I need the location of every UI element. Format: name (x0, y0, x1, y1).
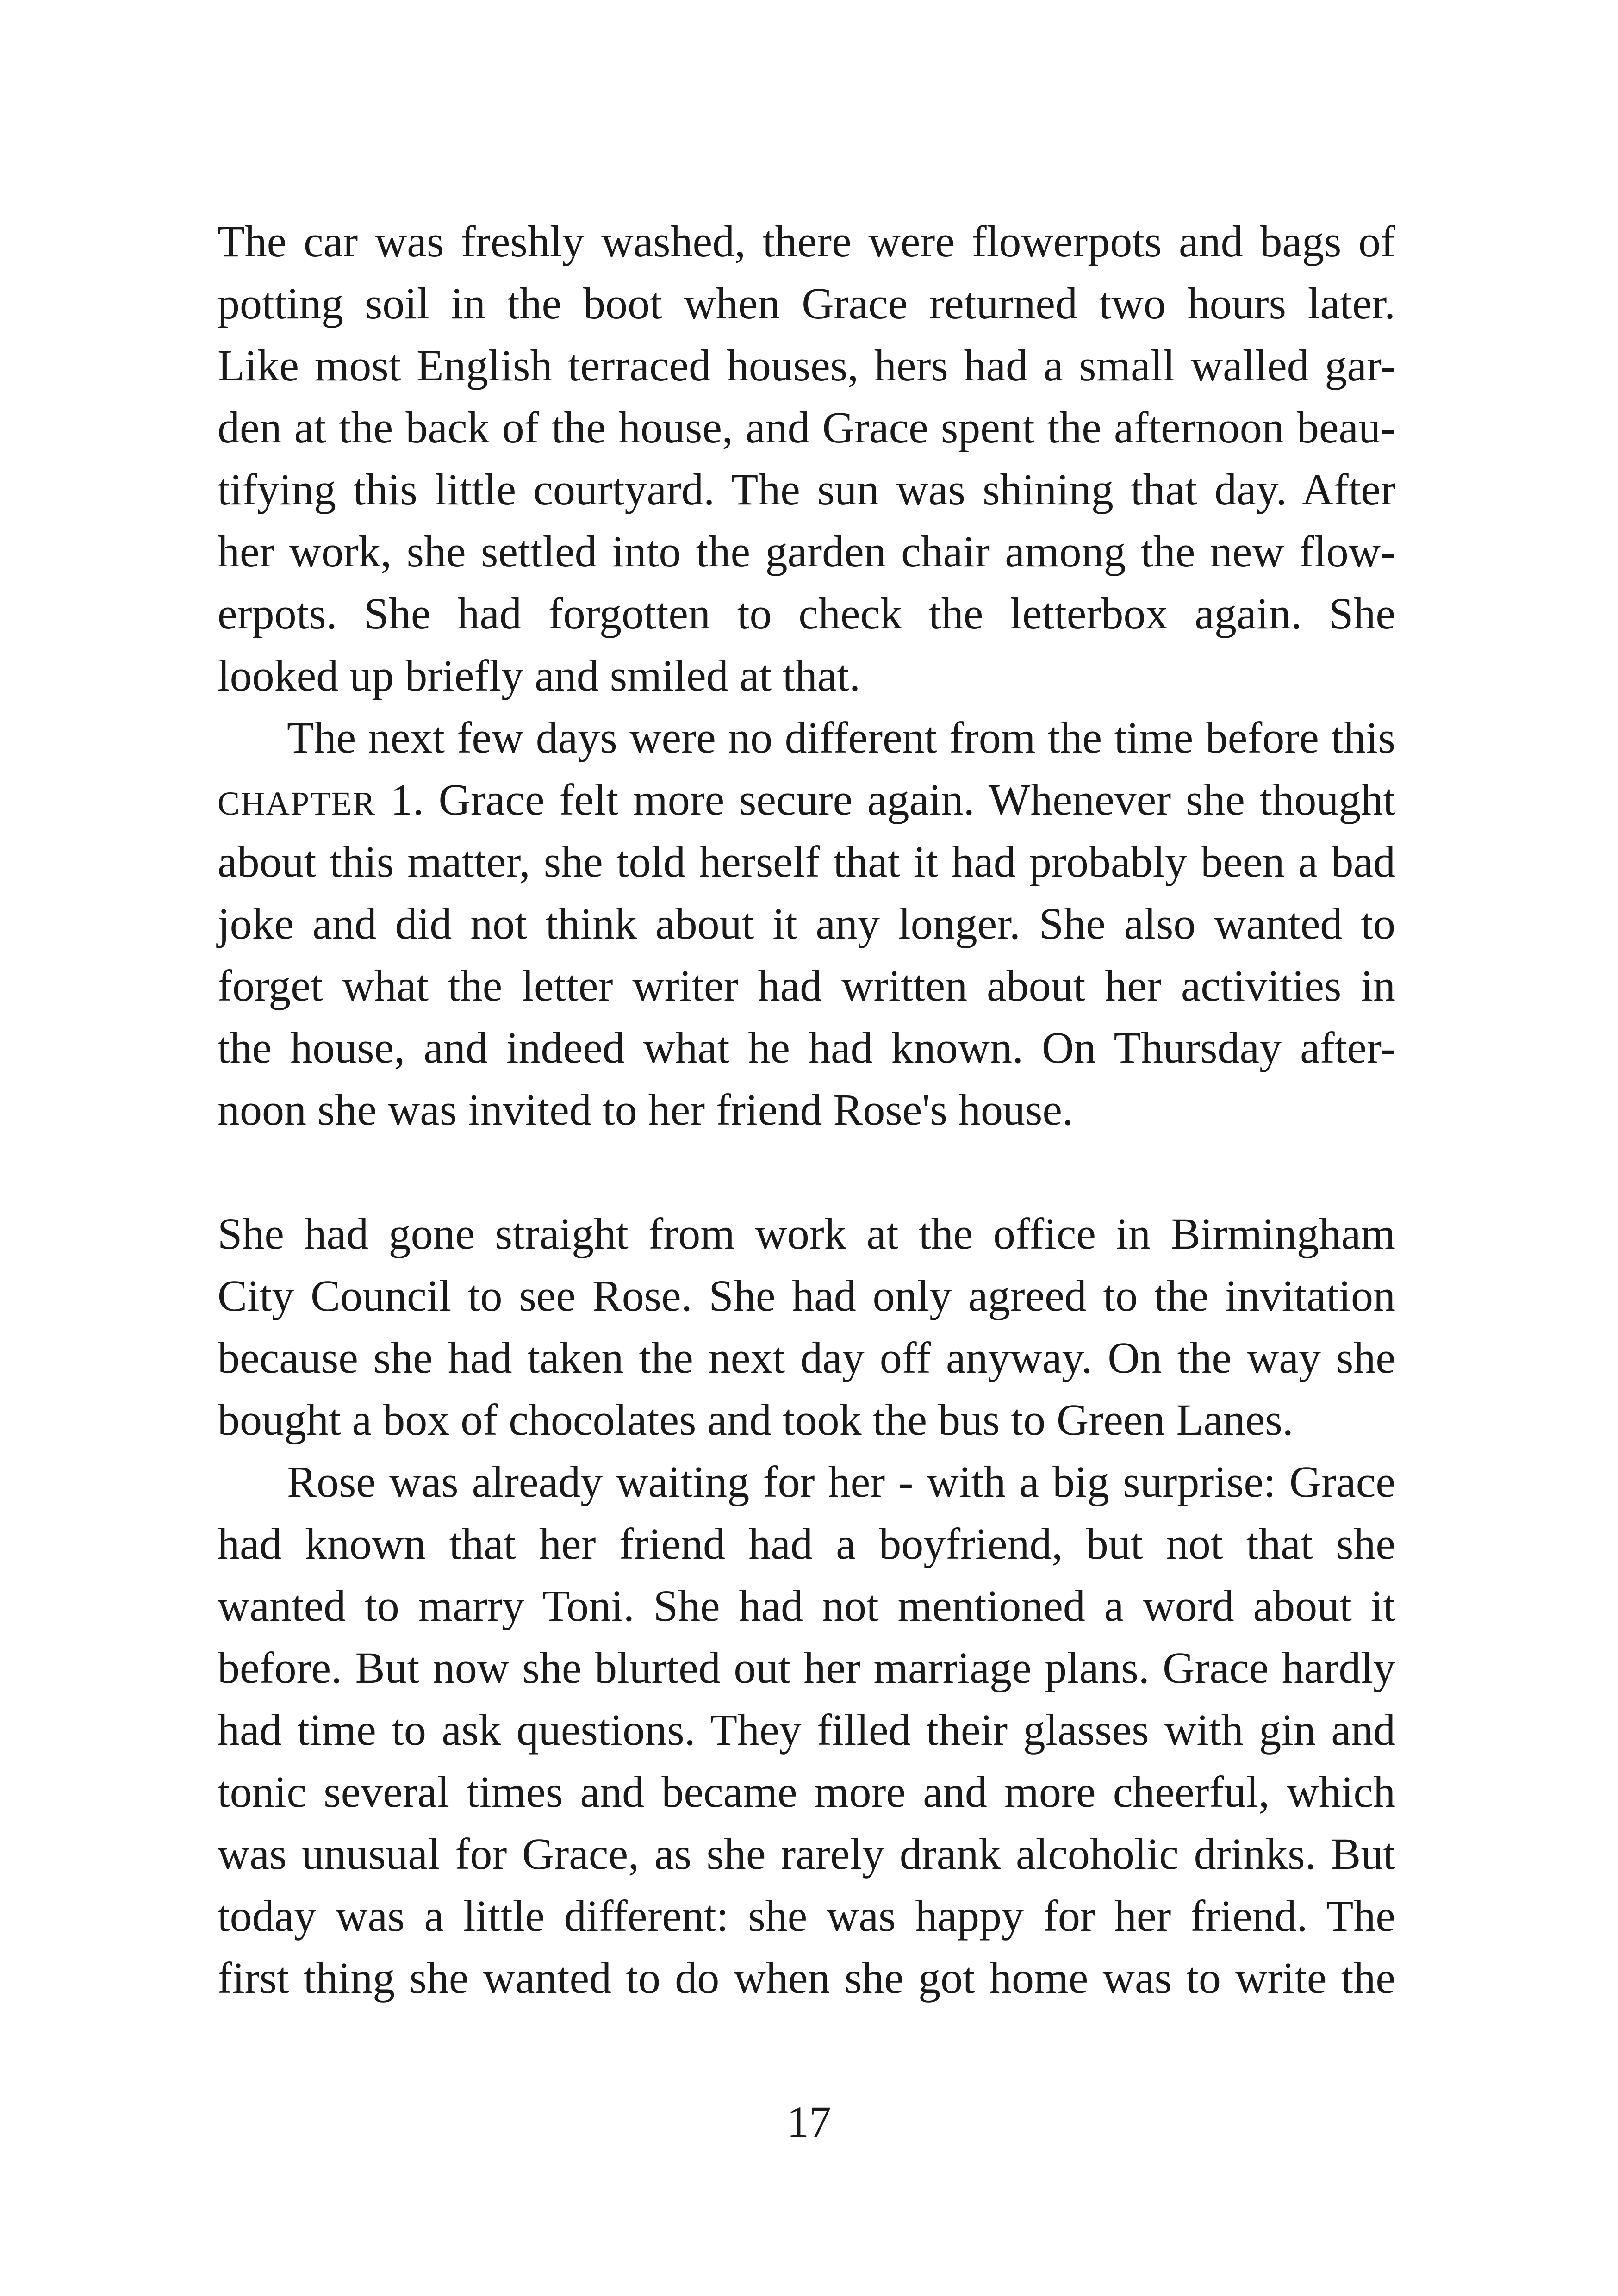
text-line: the house, and indeed what he had known. On Thursday after- (218, 1023, 1395, 1072)
text-line: potting soil in the boot when Grace returned two hours later. (218, 279, 1395, 328)
chapter-reference: CHAPTER (218, 785, 376, 822)
text-line: tifying this little courtyard. The sun was shining that day. After (218, 465, 1395, 514)
text-line: Rose was already waiting for her - with a big surprise: Grace (287, 1457, 1395, 1506)
body-text (218, 211, 1395, 2009)
text-line: den at the back of the house, and Grace spent the afternoon beau- (218, 403, 1395, 452)
text-line: first thing she wanted to do when she got home was to write the (218, 1953, 1395, 2003)
text-line: looked up briefly and smiled at that. (218, 651, 860, 700)
paragraph (218, 211, 1395, 707)
text-line: erpots. She had forgotten to check the letterbox again. She (218, 589, 1395, 638)
text-line: She had gone straight from work at the office in Birmingham (218, 1209, 1395, 1258)
paragraph (218, 707, 1395, 1141)
section-break (218, 1141, 1395, 1203)
text-line: her work, she settled into the garden chair among the new flow- (218, 527, 1395, 576)
paragraph (218, 1451, 1395, 2009)
text-line: wanted to marry Toni. She had not mentioned a word about it (218, 1581, 1395, 1630)
text-line: about this matter, she told herself that it had probably been a bad (218, 837, 1395, 886)
text-line: tonic several times and became more and more cheerful, which (218, 1767, 1395, 1817)
text-line: had time to ask questions. They filled their glasses with gin and (218, 1705, 1395, 1755)
text-line: The car was freshly washed, there were flowerpots and bags of (218, 217, 1395, 266)
text-line: forget what the letter writer had written about her activities in (218, 961, 1395, 1010)
text-line: was unusual for Grace, as she rarely drank alcoholic drinks. But (218, 1829, 1395, 1879)
text-line: The next few days were no different from the time before this (287, 713, 1395, 762)
text-line (218, 769, 1395, 831)
text-line: bought a box of chocolates and took the bus to Green Lanes. (218, 1395, 1294, 1444)
paragraph (218, 1203, 1395, 1451)
text-line: Like most English terraced houses, hers had a small walled gar- (218, 341, 1395, 390)
text-line: had known that her friend had a boyfriend, but not that she (218, 1519, 1395, 1568)
text-line: noon she was invited to her friend Rose's house. (218, 1085, 1073, 1134)
text-span: 1. Grace felt more secure again. Whenever she thought (376, 775, 1395, 824)
text-line: before. But now she blurted out her marriage plans. Grace hardly (218, 1643, 1395, 1692)
text-line: joke and did not think about it any longer. She also wanted to (218, 899, 1395, 948)
text-line: because she had taken the next day off anyway. On the way she (218, 1333, 1395, 1382)
page-number: 17 (787, 2097, 831, 2147)
text-line: City Council to see Rose. She had only agreed to the invitation (218, 1271, 1395, 1320)
text-line: today was a little different: she was happy for her friend. The (218, 1891, 1395, 1941)
